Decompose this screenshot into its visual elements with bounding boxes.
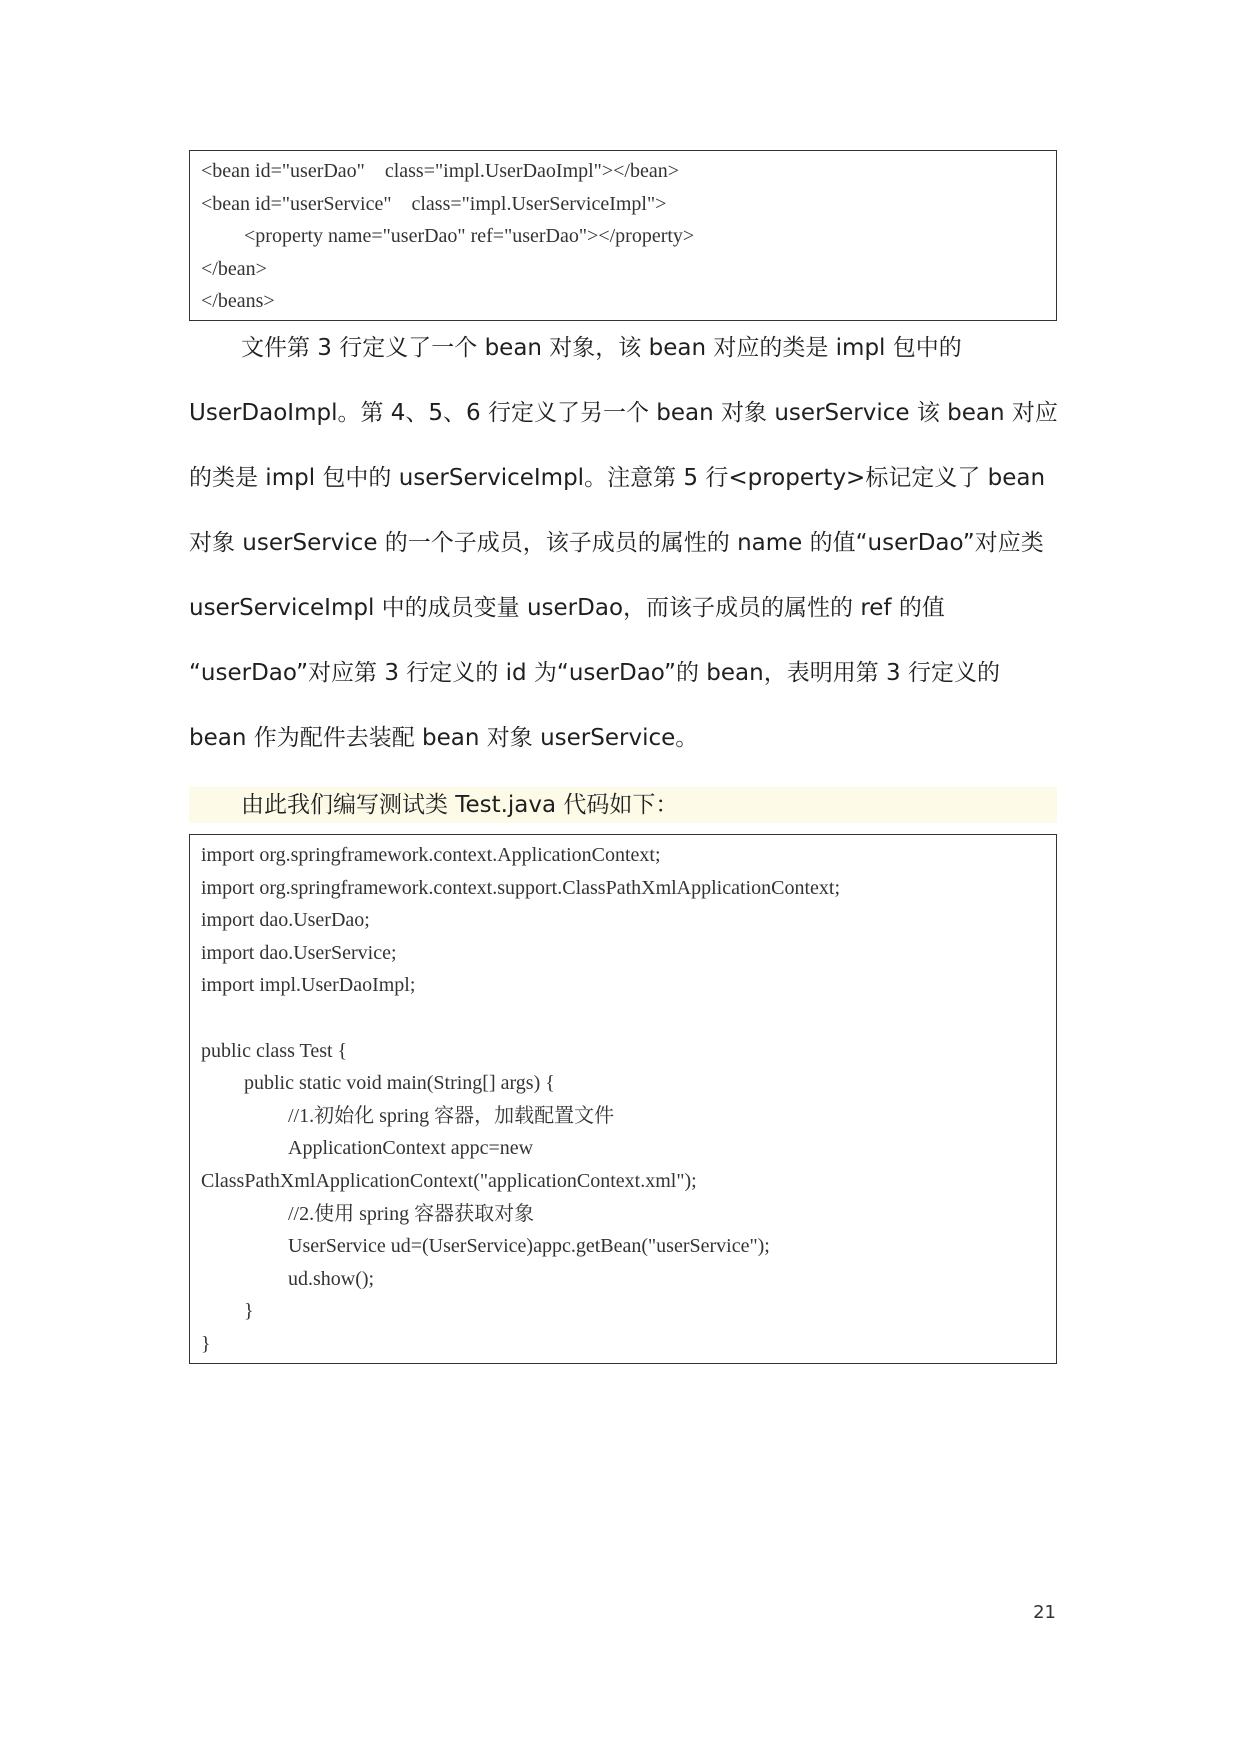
intro-line: 由此我们编写测试类 Test.java 代码如下： — [189, 787, 1057, 823]
code-line: } — [244, 1300, 254, 1323]
code-line: </bean> — [201, 257, 267, 280]
code-line: import impl.UserDaoImpl; — [201, 974, 416, 997]
code-line: <bean id="userService" class="impl.UserServiceImpl"> — [201, 192, 667, 215]
code-line: //1.初始化 spring 容器，加载配置文件 — [288, 1104, 615, 1127]
code-line: import org.springframework.context.support.ClassPathXmlApplicationContext; — [201, 876, 840, 899]
code-line — [201, 1002, 1056, 1035]
code-line: import dao.UserService; — [201, 941, 397, 964]
code-line: import dao.UserDao; — [201, 909, 370, 932]
code-line: import org.springframework.context.ApplicationContext; — [201, 844, 661, 866]
code-line: <property name="userDao" ref="userDao"></property> — [244, 225, 695, 248]
code-line: ClassPathXmlApplicationContext("applicationContext.xml"); — [201, 1169, 697, 1192]
code-line: </beans> — [201, 290, 275, 313]
paragraph-line: “userDao”对应第 3 行定义的 id 为“userDao”的 bean，表明用第 3 行定义的 — [189, 660, 1000, 686]
paragraph-line: 对象 userService 的一个子成员，该子成员的属性的 name 的值“userDao”对应类 — [189, 530, 1044, 556]
xml-code-block — [189, 150, 1057, 321]
code-line: ApplicationContext appc=new — [288, 1137, 534, 1160]
code-line: } — [201, 1332, 211, 1355]
explanation-paragraph — [189, 316, 1069, 771]
code-line: //2.使用 spring 容器获取对象 — [288, 1202, 535, 1225]
code-line: public class Test { — [201, 1039, 348, 1062]
paragraph-line: 文件第 3 行定义了一个 bean 对象，该 bean 对应的类是 impl 包中的 — [241, 335, 962, 361]
paragraph-line: UserDaoImpl。第 4、5、6 行定义了另一个 bean 对象 userService 该 bean 对应 — [189, 400, 1058, 426]
paragraph-line: 的类是 impl 包中的 userServiceImpl。注意第 5 行<property>标记定义了 bean — [189, 465, 1046, 491]
code-line: <bean id="userDao" class="impl.UserDaoImpl"></bean> — [201, 160, 679, 182]
paragraph-line: userServiceImpl 中的成员变量 userDao，而该子成员的属性的 ref 的值 — [189, 595, 945, 621]
code-line: ud.show(); — [288, 1267, 375, 1290]
page-number: 21 — [1033, 1602, 1056, 1623]
code-line: public static void main(String[] args) { — [244, 1072, 555, 1095]
code-line: UserService ud=(UserService)appc.getBean("userService"); — [288, 1235, 770, 1258]
java-code-block — [189, 834, 1057, 1364]
paragraph-line: bean 作为配件去装配 bean 对象 userService。 — [189, 725, 699, 751]
